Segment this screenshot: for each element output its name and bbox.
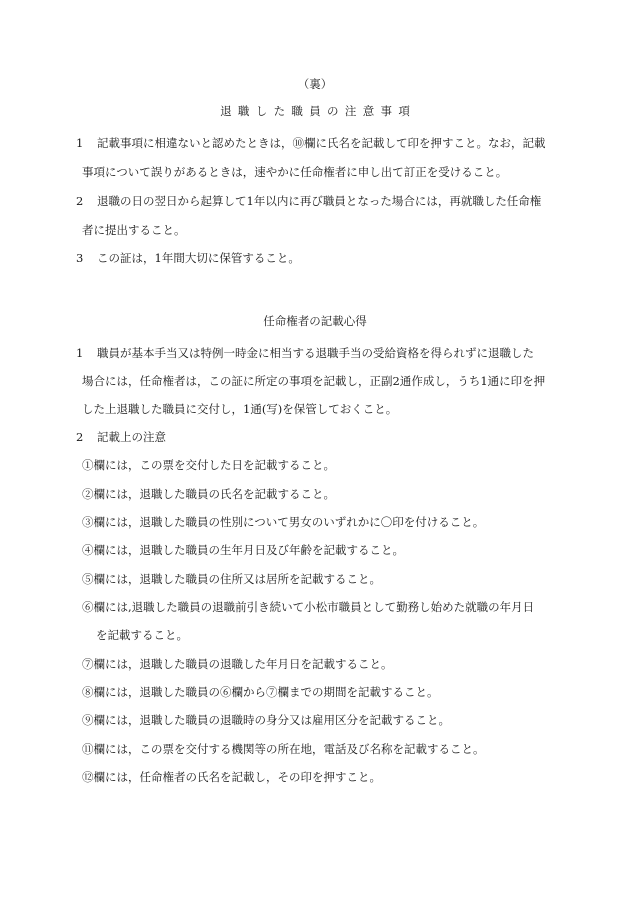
note-1-line-1: 記載事項に相違ないと認めたときは，⑩欄に氏名を記載して印を押すこと。なお，記載 [97,136,546,150]
back-side-label: （裏） [297,77,333,91]
guideline-1-number: 1 [76,346,84,360]
note-3-line-1: この証は，1年間大切に保管すること。 [97,251,300,265]
note-1-line-2: 事項について誤りがあるときは，速やかに任命権者に申し出て訂正を受けること。 [82,165,508,179]
entry-2: ②欄には，退職した職員の氏名を記載すること。 [82,487,335,501]
note-3-number: 3 [76,251,84,265]
entry-6-continued: を記載すること。 [96,628,188,642]
note-2-line-2: 者に提出すること。 [82,223,186,237]
entry-1: ①欄には，この票を交付した日を記載すること。 [82,458,335,472]
entry-6: ⑥欄には,退職した職員の退職前引き続いて小松市職員として勤務し始めた就職の年月日 [82,600,535,614]
entry-11: ⑪欄には，この票を交付する機関等の所在地，電話及び名称を記載すること。 [82,742,485,756]
entry-8: ⑧欄には，退職した職員の⑥欄から⑦欄までの期間を記載すること。 [82,685,439,699]
notes-title: 退職した職員の注意事項 [220,104,417,118]
guideline-1-line-1: 職員が基本手当又は特例一時金に相当する退職手当の受給資格を得られずに退職した [97,346,534,360]
entry-12: ⑫欄には，任命権者の氏名を記載し，その印を押すこと。 [82,770,381,784]
note-1-number: 1 [76,136,84,150]
entry-3: ③欄には，退職した職員の性別について男女のいずれかに〇印を付けること。 [82,515,485,529]
note-2-number: 2 [76,194,84,208]
guideline-1-line-3: した上退職した職員に交付し，1通(写)を保管しておくこと。 [82,402,398,416]
appointer-guidelines-title: 任命権者の記載心得 [263,314,367,328]
note-2-line-1: 退職の日の翌日から起算して1年以内に再び職員となった場合には，再就職した任命権 [97,194,542,208]
guideline-2-label: 記載上の注意 [97,430,166,444]
guideline-1-line-2: 場合には，任命権者は，この証に所定の事項を記載し，正副2通作成し，うち1通に印を押 [82,374,546,388]
entry-7: ⑦欄には，退職した職員の退職した年月日を記載すること。 [82,657,393,671]
entry-4: ④欄には，退職した職員の生年月日及び年齢を記載すること。 [82,543,404,557]
entry-5: ⑤欄には，退職した職員の住所又は居所を記載すること。 [82,572,381,586]
guideline-2-number: 2 [76,430,84,444]
entry-9: ⑨欄には，退職した職員の退職時の身分又は雇用区分を記載すること。 [82,713,450,727]
